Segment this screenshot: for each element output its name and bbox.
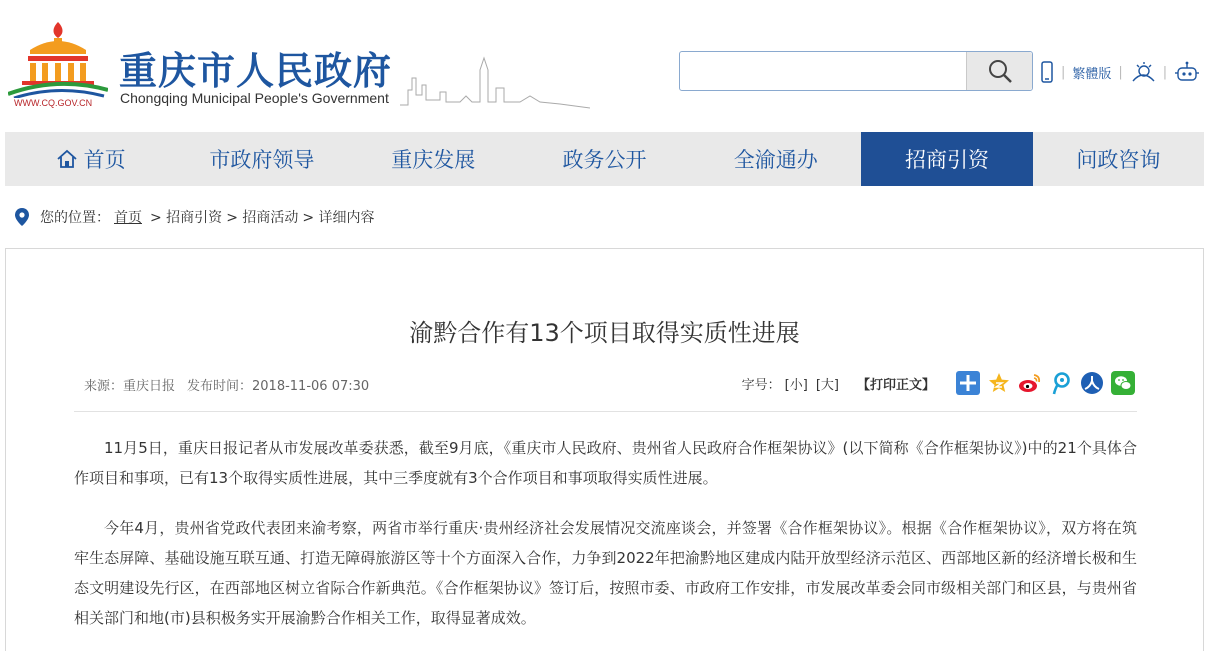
nav-development[interactable] (348, 132, 519, 186)
breadcrumb-item[interactable]: > 招商活动 (226, 210, 299, 226)
top-tools (1040, 58, 1200, 86)
nav-item-label: 全渝通办 (733, 148, 818, 172)
font-size-label: 字号： (741, 377, 781, 393)
article-meta (84, 375, 369, 394)
site-header (0, 0, 1209, 130)
breadcrumb-home[interactable]: 首页 (114, 210, 142, 226)
nav-consultation[interactable] (1033, 132, 1204, 186)
search-box (679, 51, 1033, 91)
site-title-en: Chongqing Municipal People's Government (120, 90, 389, 106)
nav-government-affairs[interactable] (519, 132, 690, 186)
breadcrumb-prefix: 您的位置： (40, 210, 110, 226)
tencent-weibo-icon[interactable] (1049, 371, 1073, 395)
print-button[interactable]: 【打印正文】 (856, 377, 935, 393)
search-button[interactable] (966, 52, 1032, 90)
divider: | (1162, 64, 1168, 80)
article-source: 来源：重庆日报 (84, 379, 176, 394)
renren-icon[interactable] (1080, 371, 1104, 395)
traditional-chinese-link[interactable]: 繁體版 (1072, 66, 1112, 82)
wechat-icon[interactable] (1111, 371, 1135, 395)
nav-investment[interactable] (861, 132, 1032, 186)
search-icon (986, 57, 1014, 85)
nav-services[interactable] (690, 132, 861, 186)
nav-home[interactable] (5, 132, 176, 186)
home-icon (56, 148, 78, 170)
skyline-decoration (400, 50, 590, 110)
nav-item-label: 市政府领导 (209, 148, 315, 172)
article-divider (74, 411, 1137, 412)
breadcrumb-item[interactable]: > 招商引资 (150, 210, 223, 226)
robot-assistant-icon[interactable] (1174, 61, 1200, 83)
location-pin-icon (14, 207, 30, 227)
article-tools (742, 371, 1135, 395)
plus-share-icon[interactable] (956, 371, 980, 395)
main-nav (5, 132, 1204, 186)
font-small-button[interactable]: [小] (784, 377, 808, 393)
mobile-phone-icon[interactable] (1040, 61, 1054, 83)
site-title-cn[interactable]: 重庆市人民政府 (119, 49, 393, 93)
breadcrumb-item[interactable]: > 详细内容 (302, 210, 375, 226)
nav-leaders[interactable] (176, 132, 347, 186)
search-input[interactable] (680, 52, 966, 90)
nav-item-label: 政务公开 (562, 148, 647, 172)
article-published: 发布时间：2018-11-06 07:30 (187, 379, 370, 394)
article-paragraph: 今年4月，贵州省党政代表团来渝考察，两省市举行重庆·贵州经济社会发展情况交流座谈会，并签署《合作框架协议》。根据《合作框架协议》，双方将在筑牢生态屏障、基础设施互联互通、打造无障碍旅游区等十个方面深入合作，力争到2022年把渝黔地区建成内陆开放型经济示范区、西部地区新的经济增长极和生态文明建设先行区，在西部地区树立省际合作新典范。《合作框架协议》签订后，按照市委、市政府工作安排，市发展改革委会同市级相关部门和区县，与贵州省相关部门和地(市)县积极务实开展渝黔合作相关工作，取得显著成效。 (74, 519, 1137, 627)
divider: | (1118, 64, 1123, 80)
breadcrumb (14, 205, 377, 229)
qzone-icon[interactable] (987, 371, 1011, 395)
nav-item-label: 招商引资 (905, 148, 990, 172)
accessibility-icon[interactable] (1130, 61, 1156, 83)
font-large-button[interactable]: [大] (815, 377, 839, 393)
article-title: 渝黔合作有13个项目取得实质性进展 (409, 319, 800, 347)
divider: | (1061, 64, 1066, 80)
nav-item-label: 首页 (83, 148, 126, 172)
article-paragraph: 11月5日，重庆日报记者从市发展改革委获悉，截至9月底，《重庆市人民政府、贵州省人民政府合作框架协议》(以下简称《合作框架协议》)中的21个具体合作项目和事项，已有13个取得实质性进展，其中三季度就有3个合作项目和事项取得实质性进展。 (74, 439, 1137, 487)
article-panel (5, 248, 1204, 651)
cq-gov-logo-icon[interactable] (8, 20, 108, 98)
nav-item-label: 问政咨询 (1076, 148, 1161, 172)
site-url: WWW.CQ.GOV.CN (14, 98, 93, 108)
weibo-icon[interactable] (1018, 371, 1042, 395)
nav-item-label: 重庆发展 (391, 148, 476, 172)
